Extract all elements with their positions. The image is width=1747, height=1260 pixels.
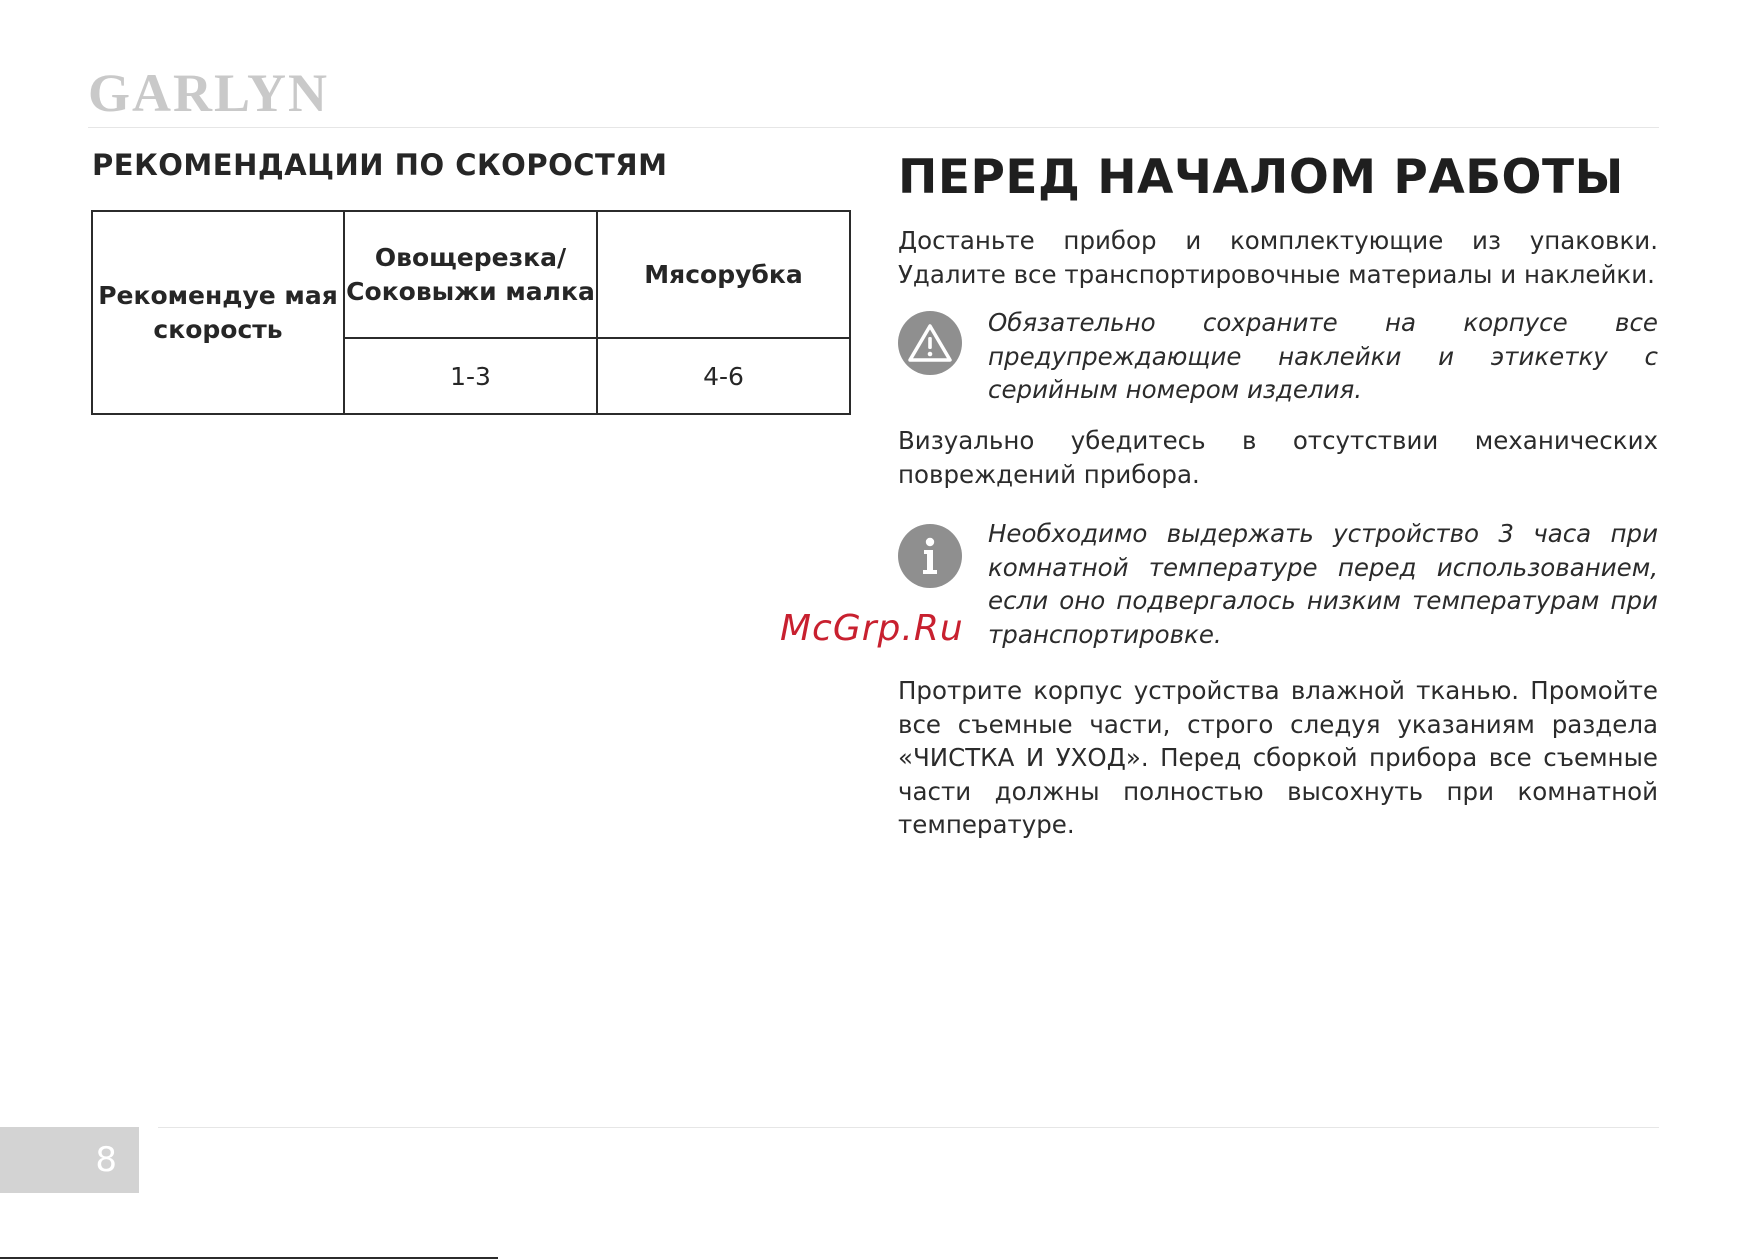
juicer-speed-value: 1-3 [344, 338, 597, 414]
meat-grinder-speed-value: 4-6 [597, 338, 850, 414]
warning-note: Обязательно сохраните на корпусе все предупреждающие наклейки и этикетку с серийным номером изделия. [988, 308, 1658, 404]
watermark: McGrp.Ru [780, 608, 964, 649]
unpack-paragraph: Достаньте прибор и комплектующие из упаковки. Удалите все транспортировочные материалы и наклейки. [898, 226, 1658, 289]
page-number: 8 [0, 1127, 139, 1193]
info-note: Необходимо выдержать устройство 3 часа при комнатной температуре перед использованием, если оно подвергалось низким температурам при транспортировке. [988, 519, 1658, 649]
speed-table [91, 210, 851, 415]
header-divider [88, 127, 1659, 128]
inspection-paragraph: Визуально убедитесь в отсутствии механических повреждений прибора. [898, 426, 1658, 489]
row-header-recommended-speed: Рекомендуе мая скорость [92, 211, 344, 414]
before-use-title: ПЕРЕД НАЧАЛОМ РАБОТЫ [898, 150, 1624, 205]
speed-recommendations-title: РЕКОМЕНДАЦИИ ПО СКОРОСТЯМ [92, 148, 668, 182]
column-header-meat-grinder: Мясорубка [597, 211, 850, 338]
brand-logo: GARLYN [88, 63, 330, 123]
column-header-juicer: Овощерезка/ Соковыжи малка [344, 211, 597, 338]
footer-line [0, 1257, 498, 1259]
footer-divider [158, 1127, 1659, 1128]
warning-triangle-icon [898, 311, 962, 375]
cleaning-paragraph: Протрите корпус устройства влажной тканью. Промойте все съемные части, строго следуя указаниям раздела «ЧИСТКА И УХОД». Перед сборкой прибора все съемные части должны полностью высохнуть при комнатной температуре. [898, 676, 1658, 839]
info-icon [898, 524, 962, 588]
